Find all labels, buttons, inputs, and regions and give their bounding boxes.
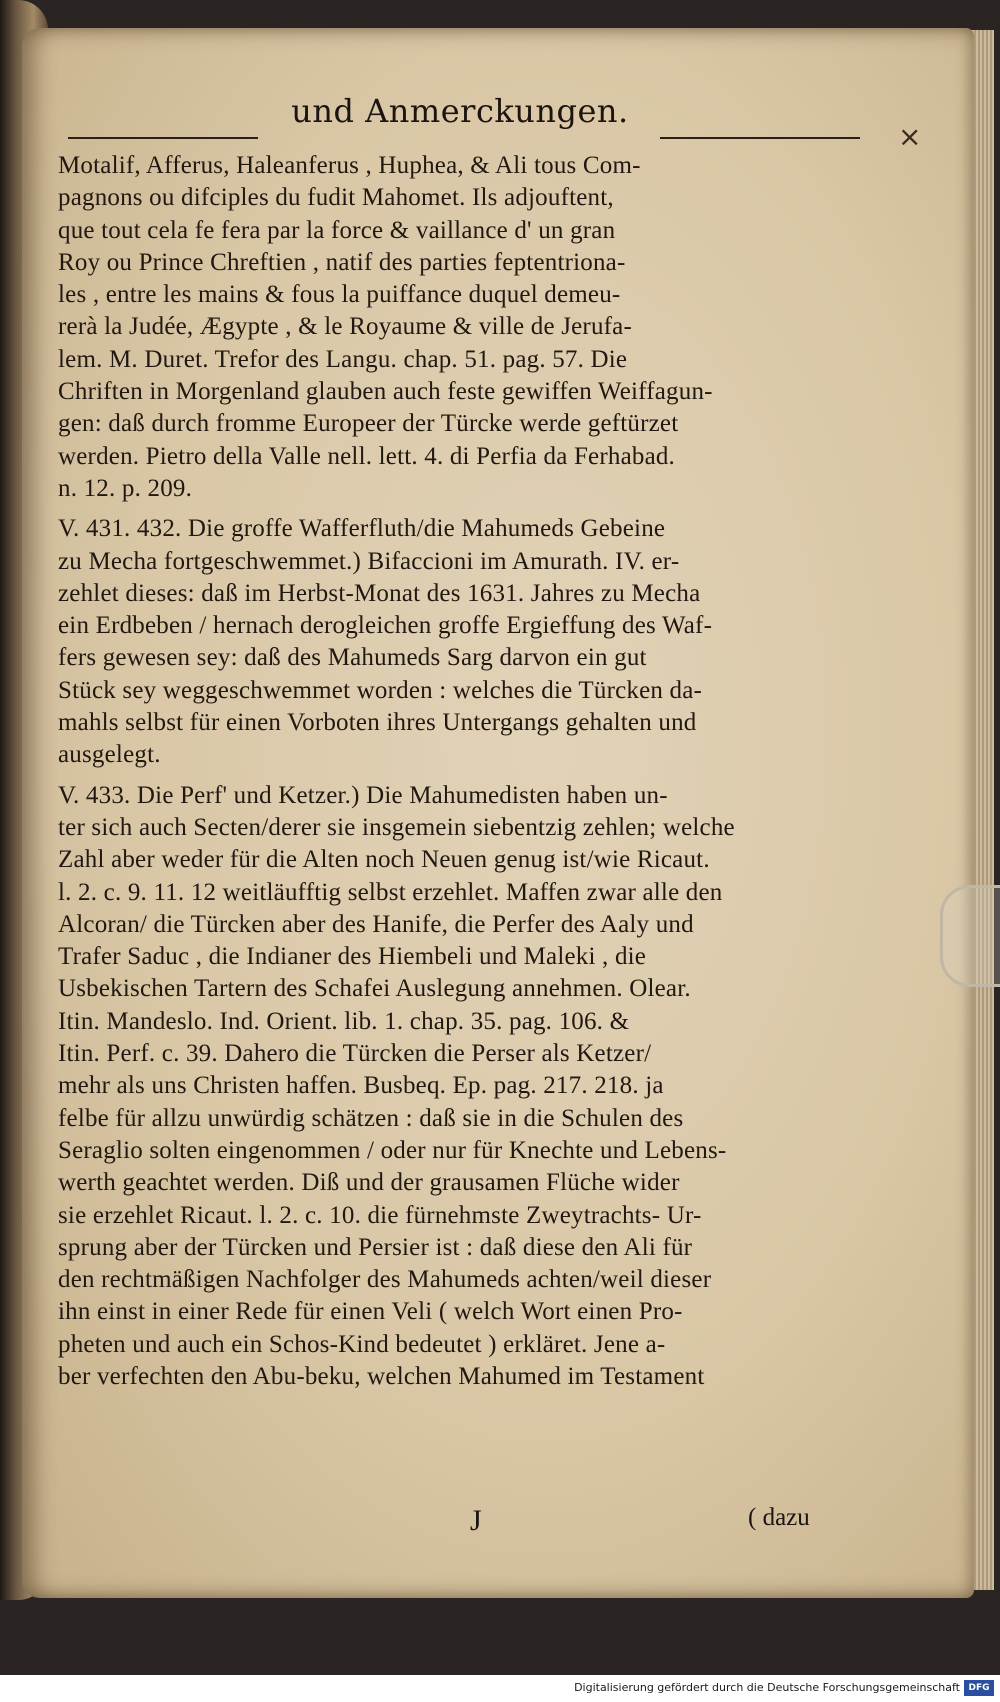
text-line: gen: daß durch fromme Europeer der Türcke werde geftürzet: [58, 410, 679, 438]
text-line: mehr als uns Christen haffen. Busbeq. Ep. pag. 217. 218. ja: [58, 1072, 664, 1100]
text-line: fers gewesen sey: daß des Mahumeds Sarg darvon ein gut: [58, 644, 647, 672]
text-line: Itin. Mandeslo. Ind. Orient. lib. 1. chap. 35. pag. 106. &: [58, 1007, 630, 1035]
text-line: V. 433. Die Perf' und Ketzer.) Die Mahumedisten haben un-: [58, 781, 668, 809]
text-line: Itin. Perf. c. 39. Dahero die Türcken die Perser als Ketzer/: [58, 1040, 652, 1068]
text-line: ter sich auch Secten/derer sie insgemein siebentzig zehlen; welche: [58, 813, 735, 841]
text-line: ihn einst in einer Rede für einen Veli ( welch Wort einen Pro-: [58, 1298, 683, 1326]
text-line: ein Erdbeben / hernach derogleichen groffe Ergieffung des Waf-: [58, 612, 713, 640]
text-line: V. 431. 432. Die groffe Wafferfluth/die Mahumeds Gebeine: [58, 515, 666, 543]
text-line: que tout cela fe fera par la force & vaillance d' un gran: [58, 216, 616, 244]
text-line: Chriften in Morgenland glauben auch feste gewiffen Weiffagun-: [58, 378, 713, 406]
text-line: Motalif, Afferus, Haleanferus , Huphea, & Ali tous Com-: [58, 152, 641, 179]
paragraph-2: [58, 513, 858, 771]
paragraph-1: [58, 150, 858, 505]
header-rule-right: [660, 137, 860, 139]
text-line: rerà la Judée, Ægypte , & le Royaume & ville de Jerufa-: [58, 313, 633, 341]
text-line: n. 12. p. 209.: [58, 474, 193, 502]
body-text: [58, 150, 858, 1393]
credit-text: Digitalisierung gefördert durch die Deutsche Forschungsgemeinschaft: [574, 1681, 960, 1694]
text-line: mahls selbst für einen Vorboten ihres Untergangs gehalten und: [58, 709, 697, 737]
text-line: ber verfechten den Abu-beku, welchen Mahumed im Testament: [58, 1362, 705, 1390]
text-line: l. 2. c. 9. 11. 12 weitläufftig selbst erzehlet. Maffen zwar alle den: [58, 878, 723, 906]
text-line: Usbekischen Tartern des Schafei Auslegung annehmen. Olear.: [58, 975, 691, 1003]
text-line: ausgelegt.: [58, 741, 161, 769]
signature-mark: J: [470, 1504, 482, 1537]
catchword: ( dazu: [748, 1504, 810, 1531]
text-line: Alcoran/ die Türcken aber des Hanife, die Perfer des Aaly und: [58, 910, 694, 938]
text-line: werden. Pietro della Valle nell. lett. 4. di Perfia da Ferhabad.: [58, 442, 676, 470]
text-line: sie erzehlet Ricaut. l. 2. c. 10. die fürnehmste Zweytrachts- Ur-: [58, 1201, 702, 1229]
text-line: Roy ou Prince Chreftien , natif des parties feptentriona-: [58, 248, 626, 276]
ornament-mark: ×: [898, 120, 922, 153]
text-line: werth geachtet werden. Diß und der grausamen Flüche wider: [58, 1169, 680, 1197]
text-line: zehlet dieses: daß im Herbst-Monat des 1631. Jahres zu Mecha: [58, 579, 701, 607]
text-line: Stück sey weggeschwemmet worden : welches die Türcken da-: [58, 676, 703, 704]
text-line: lem. M. Duret. Trefor des Langu. chap. 51. pag. 57. Die: [58, 345, 628, 373]
text-line: les , entre les mains & fous la puiffance duquel demeu-: [58, 281, 621, 309]
text-line: pagnons ou difciples du fudit Mahomet. Ils adjouftent,: [58, 184, 614, 212]
credit-bar: [0, 1675, 1000, 1702]
text-line: zu Mecha fortgeschwemmet.) Bifaccioni im Amurath. IV. er-: [58, 547, 680, 575]
text-line: den rechtmäßigen Nachfolger des Mahumeds achten/weil dieser: [58, 1266, 712, 1294]
running-header: und Anmerckungen.: [291, 92, 629, 130]
header-rule-left: [68, 137, 258, 139]
paragraph-3: [58, 780, 858, 1394]
text-line: pheten und auch ein Schos-Kind bedeutet ) erkläret. Jene a-: [58, 1330, 666, 1358]
text-line: Seraglio solten eingenommen / oder nur für Knechte und Lebens-: [58, 1136, 727, 1164]
dfg-logo: DFG: [964, 1680, 994, 1696]
text-line: Zahl aber weder für die Alten noch Neuen genug ist/wie Ricaut.: [58, 846, 710, 874]
text-line: sprung aber der Türcken und Persier ist : daß diese den Ali für: [58, 1233, 693, 1261]
text-line: felbe für allzu unwürdig schätzen : daß sie in die Schulen des: [58, 1104, 684, 1132]
page-clip: [940, 885, 1000, 987]
text-line: Trafer Saduc , die Indianer des Hiembeli und Maleki , die: [58, 943, 647, 971]
